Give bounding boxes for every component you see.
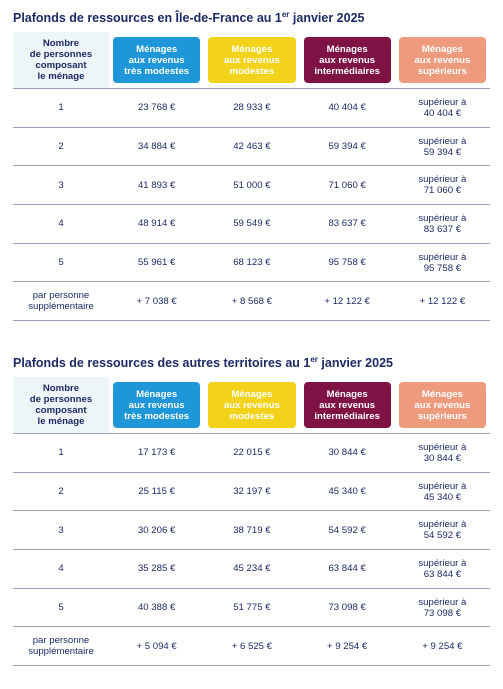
household-size: 3 (13, 511, 109, 550)
household-size-header: Nombre de personnes composant le ménage (13, 32, 109, 89)
extra-tres-modestes: + 5 094 € (109, 627, 204, 666)
ceiling-modestes: 38 719 € (204, 511, 299, 550)
table-row (13, 550, 490, 589)
household-size: 3 (13, 166, 109, 205)
ceiling-intermediaires: 59 394 € (300, 127, 395, 166)
table-row (13, 89, 490, 128)
ceiling-tres-modestes: 25 115 € (109, 472, 204, 511)
household-size: 5 (13, 588, 109, 627)
ceiling-intermediaires: 83 637 € (300, 205, 395, 244)
household-size-header: Nombre de personnes composant le ménage (13, 377, 109, 434)
ceiling-tres-modestes: 40 388 € (109, 588, 204, 627)
table-row (13, 127, 490, 166)
ceiling-modestes: 32 197 € (204, 472, 299, 511)
ceiling-superieurs: supérieur à 30 844 € (395, 434, 490, 473)
extra-modestes: + 6 525 € (204, 627, 299, 666)
table-header-row (13, 377, 490, 434)
household-size: 2 (13, 127, 109, 166)
extra-tres-modestes: + 7 038 € (109, 282, 204, 321)
ceiling-tres-modestes: 35 285 € (109, 550, 204, 589)
ceiling-superieurs: supérieur à 54 592 € (395, 511, 490, 550)
household-size: 1 (13, 434, 109, 473)
ceiling-tres-modestes: 17 173 € (109, 434, 204, 473)
table-row (13, 434, 490, 473)
ceiling-modestes: 42 463 € (204, 127, 299, 166)
ceiling-modestes: 45 234 € (204, 550, 299, 589)
table-row (13, 166, 490, 205)
ceiling-superieurs: supérieur à 73 098 € (395, 588, 490, 627)
table-row-extra-person (13, 627, 490, 666)
column-header-superieurs: Ménages aux revenus supérieurs (395, 377, 490, 434)
per-extra-person-label: par personne supplémentaire (13, 282, 109, 321)
column-header-intermediaires: Ménages aux revenus intermédiaires (300, 32, 395, 89)
column-header-superieurs: Ménages aux revenus supérieurs (395, 32, 490, 89)
ceiling-superieurs: supérieur à 95 758 € (395, 243, 490, 282)
column-header-modestes: Ménages aux revenus modestes (204, 32, 299, 89)
income-ceiling-table (13, 377, 490, 666)
ceiling-modestes: 22 015 € (204, 434, 299, 473)
extra-superieurs: + 9 254 € (395, 627, 490, 666)
ceiling-tres-modestes: 34 884 € (109, 127, 204, 166)
table-row (13, 472, 490, 511)
section-title: Plafonds de ressources des autres territoires au 1er janvier 2025 (13, 355, 393, 371)
income-ceiling-table (13, 32, 490, 321)
ceiling-intermediaires: 45 340 € (300, 472, 395, 511)
ceiling-intermediaires: 63 844 € (300, 550, 395, 589)
table-row (13, 243, 490, 282)
table-row (13, 511, 490, 550)
ceiling-intermediaires: 71 060 € (300, 166, 395, 205)
extra-intermediaires: + 9 254 € (300, 627, 395, 666)
ceiling-tres-modestes: 55 961 € (109, 243, 204, 282)
ceiling-superieurs: supérieur à 63 844 € (395, 550, 490, 589)
household-size: 4 (13, 550, 109, 589)
household-size: 5 (13, 243, 109, 282)
ceiling-superieurs: supérieur à 71 060 € (395, 166, 490, 205)
ceiling-intermediaires: 54 592 € (300, 511, 395, 550)
column-header-modestes: Ménages aux revenus modestes (204, 377, 299, 434)
ceiling-superieurs: supérieur à 40 404 € (395, 89, 490, 128)
table-header-row (13, 32, 490, 89)
ceiling-modestes: 68 123 € (204, 243, 299, 282)
ceiling-modestes: 51 775 € (204, 588, 299, 627)
table-row (13, 588, 490, 627)
ceiling-intermediaires: 95 758 € (300, 243, 395, 282)
ceiling-superieurs: supérieur à 45 340 € (395, 472, 490, 511)
extra-intermediaires: + 12 122 € (300, 282, 395, 321)
ceiling-superieurs: supérieur à 59 394 € (395, 127, 490, 166)
column-header-intermediaires: Ménages aux revenus intermédiaires (300, 377, 395, 434)
column-header-tres-modestes: Ménages aux revenus très modestes (109, 32, 204, 89)
ceiling-tres-modestes: 48 914 € (109, 205, 204, 244)
ceiling-tres-modestes: 30 206 € (109, 511, 204, 550)
ceiling-intermediaires: 40 404 € (300, 89, 395, 128)
household-size: 4 (13, 205, 109, 244)
household-size: 1 (13, 89, 109, 128)
extra-modestes: + 8 568 € (204, 282, 299, 321)
household-size: 2 (13, 472, 109, 511)
extra-superieurs: + 12 122 € (395, 282, 490, 321)
table-row-extra-person (13, 282, 490, 321)
ceiling-intermediaires: 30 844 € (300, 434, 395, 473)
table-row (13, 205, 490, 244)
column-header-tres-modestes: Ménages aux revenus très modestes (109, 377, 204, 434)
ceiling-tres-modestes: 41 893 € (109, 166, 204, 205)
ceiling-superieurs: supérieur à 83 637 € (395, 205, 490, 244)
per-extra-person-label: par personne supplémentaire (13, 627, 109, 666)
ceiling-intermediaires: 73 098 € (300, 588, 395, 627)
ceiling-modestes: 28 933 € (204, 89, 299, 128)
ceiling-modestes: 59 549 € (204, 205, 299, 244)
ceiling-tres-modestes: 23 768 € (109, 89, 204, 128)
section-title: Plafonds de ressources en Île-de-France au 1er janvier 2025 (13, 10, 365, 26)
ceiling-modestes: 51 000 € (204, 166, 299, 205)
